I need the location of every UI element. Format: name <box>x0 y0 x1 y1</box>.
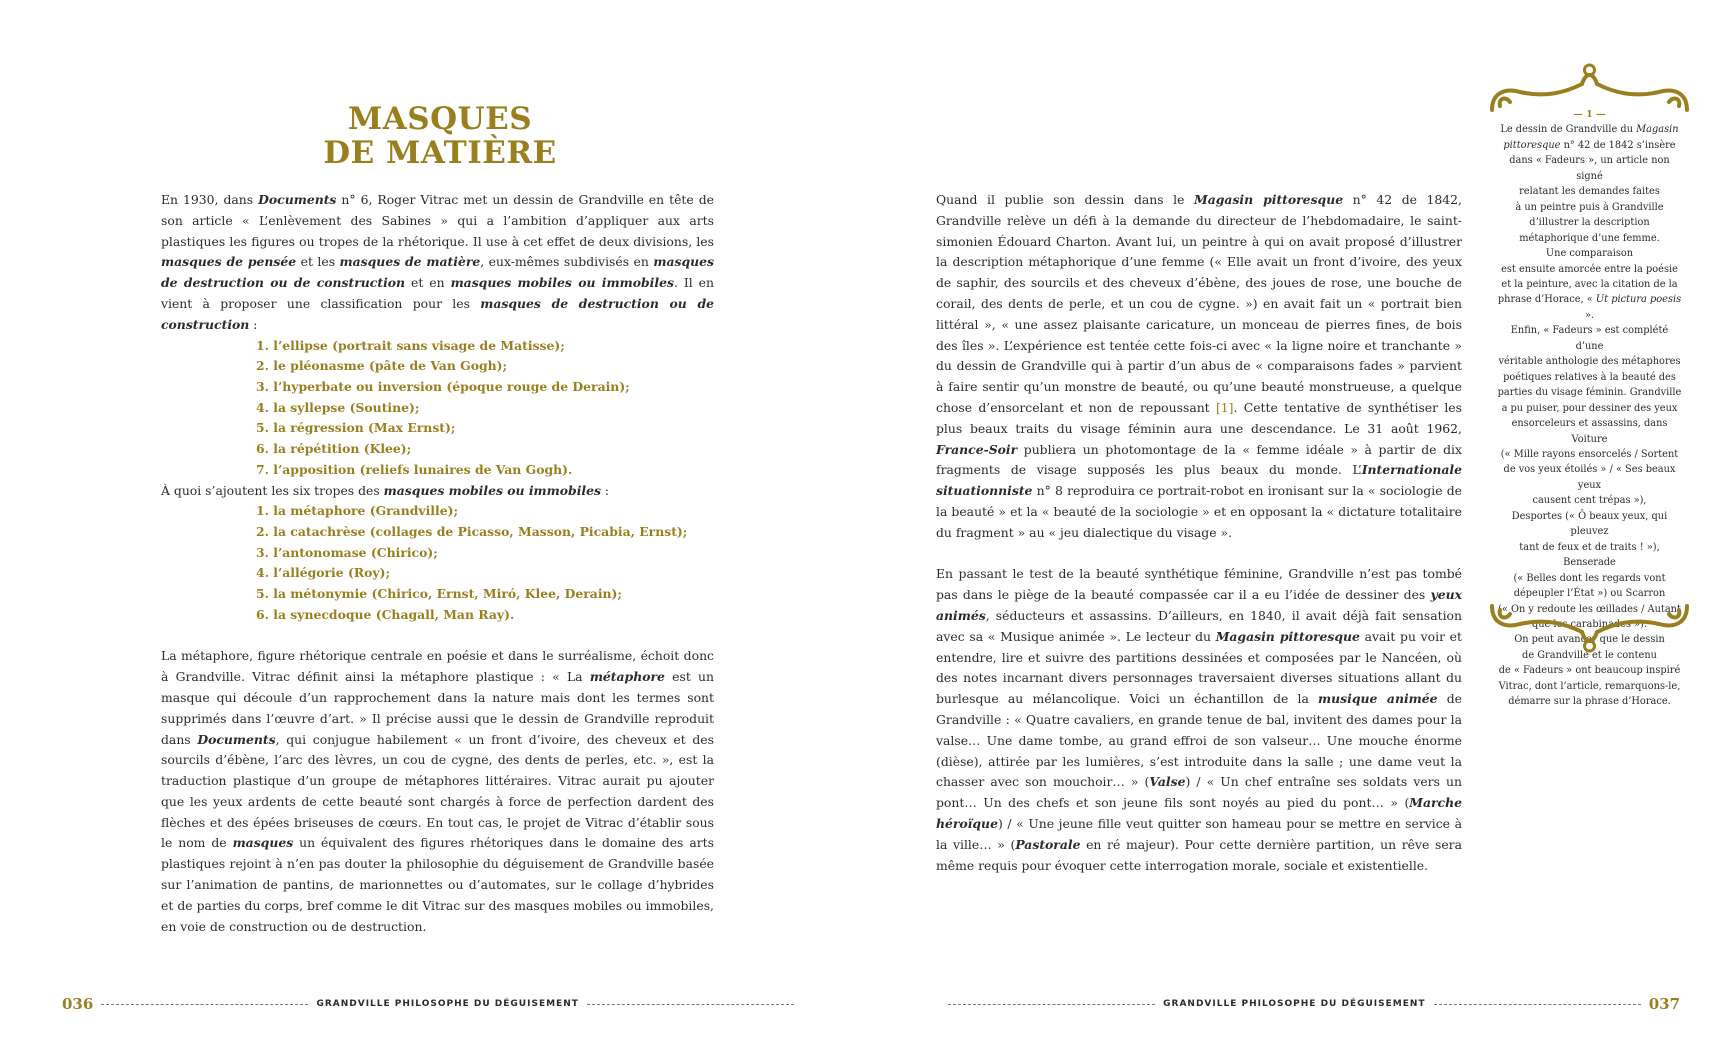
body-text: Enfin, « Fadeurs » est complété d’une <box>1510 325 1669 352</box>
body-text: À quoi s’ajoutent les six tropes des <box>161 482 384 498</box>
body-text: à un peintre puis à Grandville <box>1515 201 1664 213</box>
body-text: n° 42 de 1842, Grandville relève un défi à la demande du directeur de l’hebdomadaire, le saint-simonien Édouard Charton. Avant lui, un peintre à qui on avait proposé d’illustrer la description métaphorique d’une femme (« Elle avait un front d’ivoire, des yeux de saphir, des sourcils et des cheveux d’ébène, des joues de rose, une bouche de corail, des dents de perle, et un cou de cygne. ») en avait fait un « portrait bien littéral », « une assez plaisante caricature, un monceau de pierres fines, de bois des îles ». L’expérience est tentée cette fois-ci avec « la ligne noire et tranchante » du dessin de Grandville qui à partir d’un abus de « comparaisons fades » parvient à faire sentir qu’un monstre de beauté, ou qu’une beauté monstrueuse, a quelque chose d’ensorcelant et non de repoussant <box>936 192 1463 415</box>
sidenote-line <box>1496 462 1683 493</box>
sidenote-line <box>1496 246 1683 261</box>
body-text: dans « Fadeurs », un article non signé <box>1509 155 1670 182</box>
body-text: . Cette tentative de synthétiser les plus beaux traits du visage féminin aura une descendance. Le 31 août 1962, <box>936 399 1462 436</box>
trope-item: 6. la synecdoque (Chagall, Man Ray). <box>256 606 515 622</box>
body-text: Le dessin de Grandville du <box>1500 124 1637 136</box>
body-text: en ré majeur). Pour cette dernière partition, un rêve sera même requis pour évoquer cette interrogation morale, sociale et existentielle. <box>936 836 1462 873</box>
trope-item: 3. l’hyperbate ou inversion (époque rouge de Derain); <box>256 378 630 394</box>
emphasis-text: Marche héroïque <box>936 795 1462 831</box>
body-text: de vos yeux étoilés » / « Ses beaux yeux <box>1503 464 1676 491</box>
body-text: , qui conjugue habilement « un front d’ivoire, des cheveux et des sourcils d’ébène, l’arc des lèvres, un cou de cygne, des dents de perles, etc. », est la traduction plastique d’un groupe de métaphores littéraires. Vitrac aurait pu ajouter que les yeux ardents de cette beauté sont chargés à force de perfection dardent des flèches et des épées briseuses de cœurs. En tout cas, le projet de Vitrac d’établir sous le nom de <box>161 731 714 851</box>
emphasis-text: yeux animés <box>936 587 1462 623</box>
emphasis-text: masques mobiles ou immobiles <box>450 275 674 291</box>
body-text: ) / « Une jeune fille veut quitter son hameau pour se mettre en service à la ville… » ( <box>936 815 1462 852</box>
left-column <box>161 190 714 937</box>
body-text: poétiques relatives à la beauté des <box>1503 371 1676 383</box>
body-text: (« Mille rayons ensorcelés / Sortent <box>1500 448 1679 460</box>
emphasis-text: masques de destruction ou de construction <box>161 254 714 291</box>
folio-right: 037 <box>1648 995 1681 1013</box>
trope-item: 2. la catachrèse (collages de Picasso, Masson, Picabia, Ernst); <box>256 524 688 539</box>
emphasis-text: métaphore <box>589 669 665 685</box>
trope-item: 6. la répétition (Klee); <box>256 441 412 457</box>
body-text: relatant les demandes faites <box>1519 186 1660 198</box>
emphasis-text: Magasin pittoresque <box>1194 192 1344 207</box>
emphasis-text: Valse <box>1149 774 1186 790</box>
emphasis-text: Internationale situationniste <box>936 462 1462 499</box>
sidenote-line <box>1496 277 1683 292</box>
body-text: ) / « Un chef entraîne ses soldats vers un pont… Un des chefs et son jeune fils sont noyés au pied du pont… » ( <box>936 774 1462 811</box>
sidenote-line <box>1496 262 1683 277</box>
running-head-right: GRANDVILLE PHILOSOPHE DU DÉGUISEMENT <box>1163 999 1426 1009</box>
trope-item: 2. le pléonasme (pâte de Van Gogh); <box>256 358 508 374</box>
body-text: est un masque qui découle d’un rapprochement dans la nature mais dont les termes sont supprimés dans l’œuvre d’art. » Il précise aussi que le dessin de Grandville reproduit dans <box>161 669 715 747</box>
body-text: démarre sur la phrase d’Horace. <box>1508 696 1671 708</box>
footer-rule <box>587 1004 794 1005</box>
sidenote-line <box>1496 138 1683 153</box>
emphasis-text: musique animée <box>1318 691 1438 707</box>
sidenote-line <box>1496 231 1683 246</box>
sidenote-number: — 1 — <box>1573 109 1606 120</box>
italic-text: pittoresque <box>1503 139 1561 151</box>
body-text: de Grandville et le contenu <box>1522 649 1657 661</box>
emphasis-text: Documents <box>197 731 276 747</box>
body-text: dépeupler l’État ») ou Scarron <box>1513 588 1666 600</box>
emphasis-text: masques mobiles ou immobiles <box>383 482 601 498</box>
right-column <box>936 190 1462 876</box>
charton-paragraph <box>936 190 1462 544</box>
emphasis-text: masques de matière <box>339 254 481 270</box>
sidenote-line <box>1496 401 1683 416</box>
body-text: La métaphore, figure rhétorique centrale en poésie et dans le surréalisme, échoit donc à Grandville. Vitrac définit ainsi la métaphore plastique : « La <box>161 648 714 685</box>
animated-music-paragraph <box>936 564 1462 876</box>
body-text: En 1930, dans <box>161 192 259 207</box>
body-text: Desportes (« Ô beaux yeux, qui pleuvez <box>1511 510 1668 538</box>
emphasis-text: masques <box>232 835 294 851</box>
sidenote-line <box>1496 200 1683 215</box>
mobile-tropes-list <box>161 501 714 625</box>
body-text: d’illustrer la description <box>1529 217 1650 229</box>
trope-item: 5. la régression (Max Ernst); <box>256 420 456 436</box>
body-text: véritable anthologie des métaphores <box>1498 356 1681 368</box>
running-head-left: GRANDVILLE PHILOSOPHE DU DÉGUISEMENT <box>316 999 579 1009</box>
body-text: : <box>249 316 258 332</box>
body-text: Vitrac, dont l’article, remarquons-le, <box>1498 680 1681 692</box>
body-text: n° 6, Roger Vitrac met un dessin de Grandville en tête de son article « L’enlèvement des Sabines » qui a l’ambition d’appliquer aux arts plastiques les figures ou tropes de la rhétorique. Il use à cet effet de deux divisions, les <box>161 192 714 249</box>
body-text: Quand il publie son dessin dans le <box>936 192 1195 207</box>
trope-item: 5. la métonymie (Chirico, Ernst, Miró, Klee, Derain); <box>256 586 622 602</box>
sidenote-line <box>1496 385 1683 400</box>
body-text: ensorceleurs et assassins, dans Voiture <box>1511 418 1668 445</box>
emphasis-text: Magasin pittoresque <box>1215 628 1360 644</box>
trope-item: 4. l’allégorie (Roy); <box>256 565 391 581</box>
sidenote-line <box>1496 694 1683 709</box>
body-text: (« On y redoute les œillades / Autant <box>1498 603 1681 615</box>
trope-item: 3. l’antonomase (Chirico); <box>256 544 438 560</box>
emphasis-text: masques de destruction ou de construction <box>161 295 714 332</box>
body-text: que les carabinades »). <box>1531 618 1648 630</box>
body-text: On peut avancer que le dessin <box>1514 634 1665 646</box>
sidenote-line <box>1496 354 1683 369</box>
body-text: est ensuite amorcée entre la poésie <box>1501 263 1678 275</box>
body-text: : <box>600 482 610 498</box>
body-text: et en <box>405 275 451 291</box>
sidenote-line <box>1496 370 1683 385</box>
body-text: parties du visage féminin. Grandville <box>1497 387 1682 399</box>
body-text: avait pu voir et entendre, lire et suivre des partitions dessinées et composées par le Nancéen, où des notes incarnant divers personnages traversaient diverses situations allant du burlesque au mélancolique. Voici un échantillon de la <box>936 628 1462 707</box>
trope-item: 4. la syllepse (Soutine); <box>256 399 420 415</box>
sidenote-line <box>1496 184 1683 199</box>
footer-rule <box>1434 1004 1641 1005</box>
body-text: (« Belles dont les regards vont <box>1513 572 1666 584</box>
emphasis-text: France-Soir <box>936 441 1018 457</box>
body-text: phrase d’Horace, « <box>1497 294 1596 306</box>
trope-item: 1. la métaphore (Grandville); <box>256 503 459 519</box>
title-line-1: MASQUES <box>347 101 533 137</box>
body-text: un équivalent des figures rhétoriques dans le domaine des arts plastiques rejoint à n’en pas douter la philosophie du déguisement de Grandville basée sur l’animation de pantins, de marionnettes ou d’automates, sur le collage d’hybrides et de parties du corps, bref comme le dit Vitrac sur des masques mobiles ou immobiles, en voie de construction ou de destruction. <box>161 835 714 934</box>
italic-text: Ut pictura poesis <box>1595 294 1682 306</box>
mobile-tropes-intro <box>161 481 714 502</box>
emphasis-text: Documents <box>258 192 337 207</box>
sidenote-line <box>1496 292 1683 323</box>
italic-text: Magasin <box>1636 124 1679 136</box>
body-text: et la peinture, avec la citation de la <box>1501 278 1678 290</box>
body-text: n° 42 de 1842 s’insère <box>1560 139 1676 151</box>
sidenote-line <box>1496 447 1683 462</box>
body-text: Une comparaison <box>1545 248 1634 260</box>
body-text: ». <box>1584 309 1595 321</box>
sidenote-line <box>1496 509 1683 540</box>
body-text: de Grandville : « Quatre cavaliers, en grande tenue de bal, invitent des dames pour la valse… Une dame tombe, au grand effroi de son valseur… Une mouche énorme (dièse), attirée par les lumières, s’est introduite dans la salle ; une dame veut la chasser avec son mouchoir… » ( <box>936 691 1462 790</box>
sidenote-line <box>1496 323 1683 354</box>
trope-item: 7. l’apposition (reliefs lunaires de Van Gogh). <box>256 461 573 477</box>
body-text: a pu puiser, pour dessiner des yeux <box>1501 402 1678 414</box>
body-text: métaphorique d’une femme. <box>1519 232 1660 244</box>
body-text: En passant le test de la beauté synthétique féminine, Grandville n’est pas tombé pas dans le piège de la beauté compassée car il a eu l’idée de dessiner des <box>936 566 1462 603</box>
sidenote-line <box>1496 540 1683 571</box>
folio-left: 036 <box>62 995 94 1013</box>
sidenote-line <box>1496 153 1683 184</box>
sidenote-line <box>1496 122 1683 137</box>
page-title <box>240 102 640 170</box>
left-footer <box>62 993 802 1015</box>
body-text: de « Fadeurs » ont beaucoup inspiré <box>1498 665 1681 677</box>
emphasis-text: masques de pensée <box>161 254 297 270</box>
note-reference-link[interactable]: [1] <box>1215 399 1234 415</box>
footer-rule <box>948 1004 1155 1005</box>
footer-rule <box>101 1004 308 1005</box>
metaphor-paragraph <box>161 646 714 937</box>
sidenote-line <box>1496 679 1683 694</box>
construction-tropes-list <box>161 336 714 481</box>
body-text: n° 8 reproduira ce portrait-robot en ironisant sur la « sociologie de la beauté » et la « beauté de la sociologie » et en opposant la « dictature totalitaire du fragment » au « jeu dialectique du visage ». <box>936 483 1462 540</box>
body-text: . Il en vient à proposer une classification pour les <box>161 275 714 311</box>
sidenote-line <box>1496 493 1683 508</box>
trope-item: 1. l’ellipse (portrait sans visage de Matisse); <box>256 337 565 353</box>
bottom-ornament-icon <box>1486 598 1693 654</box>
body-text: publiera un photomontage de la « femme idéale » à partir de dix fragments de visage supposés les plus beaux du monde. L’ <box>936 441 1462 478</box>
sidenote-line <box>1496 215 1683 230</box>
right-footer <box>940 993 1680 1015</box>
body-text: causent cent trépas »), <box>1532 495 1647 507</box>
sidenote <box>1486 62 1693 708</box>
body-text: tant de feux et de traits ! »), Benserade <box>1519 541 1660 569</box>
body-text: , eux-mêmes subdivisés en <box>480 254 654 270</box>
title-line-2: DE MATIÈRE <box>323 135 557 171</box>
intro-paragraph <box>161 190 714 336</box>
sidenote-line <box>1496 663 1683 678</box>
body-text: et les <box>296 254 340 270</box>
body-text: , séducteurs et assassins. D’ailleurs, en 1840, il avait déjà fait sensation avec sa « Musique animée ». Le lecteur du <box>936 607 1462 644</box>
sidenote-line <box>1496 416 1683 447</box>
sidenote-line <box>1496 571 1683 586</box>
emphasis-text: Pastorale <box>1015 836 1081 852</box>
